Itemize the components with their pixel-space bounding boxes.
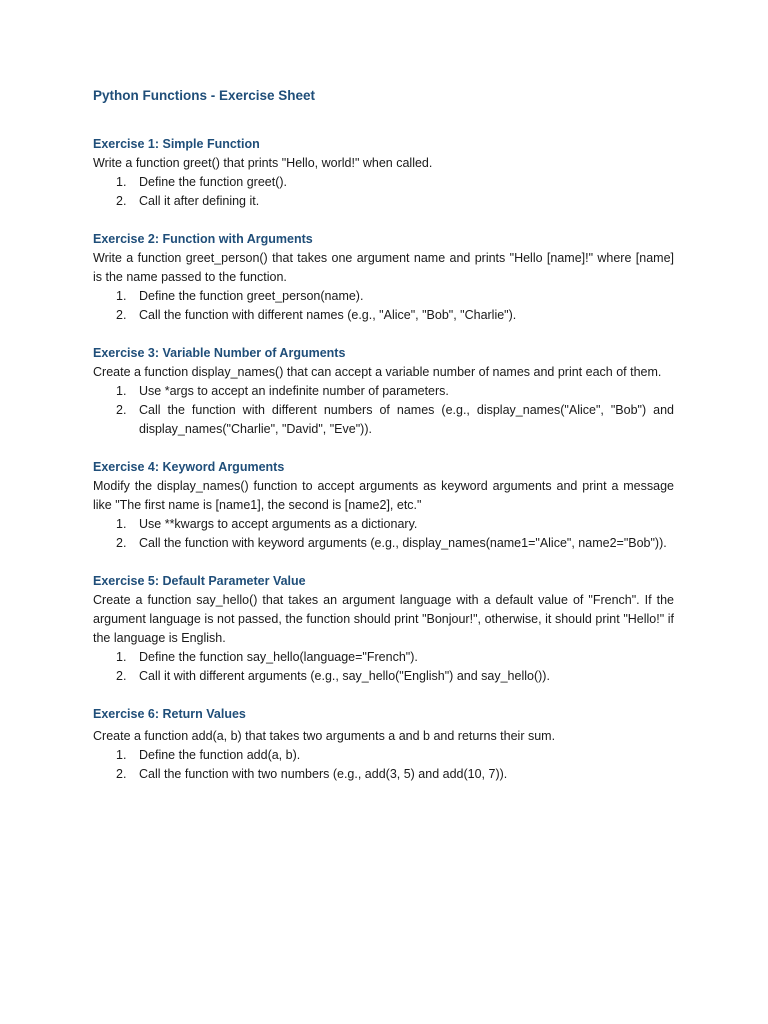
exercise-heading: Exercise 6: Return Values — [93, 707, 246, 721]
list-number: 2. — [116, 403, 127, 417]
exercise-6 — [93, 705, 674, 784]
list-item-text: Use **kwargs to accept arguments as a dictionary. — [139, 517, 418, 531]
list-item — [93, 173, 674, 192]
exercise-description: Modify the display_names() function to accept arguments as keyword arguments and print a message like "The first name is [name1], the second is [name2], etc." — [93, 479, 674, 512]
list-item-text: Define the function add(a, b). — [139, 748, 301, 762]
exercise-1 — [93, 135, 674, 211]
list-item-text: Define the function greet(). — [139, 175, 287, 189]
exercise-heading: Exercise 1: Simple Function — [93, 137, 260, 151]
list-number: 1. — [116, 748, 127, 762]
list-number: 1. — [116, 650, 127, 664]
exercise-heading: Exercise 5: Default Parameter Value — [93, 574, 306, 588]
exercise-steps — [93, 515, 674, 553]
exercise-description: Create a function say_hello() that takes an argument language with a default value of "French". If the argument language is not passed, the function should print "Bonjour!", otherwise, it should print "Hello!" if the language is English. — [93, 593, 674, 645]
list-item — [93, 192, 674, 211]
list-number: 1. — [116, 384, 127, 398]
document-title: Python Functions - Exercise Sheet — [93, 88, 316, 103]
list-item — [93, 746, 674, 765]
list-item-text: Call the function with keyword arguments (e.g., display_names(name1="Alice", name2="Bob")). — [139, 536, 667, 550]
list-item-text: Call it with different arguments (e.g., say_hello("English") and say_hello()). — [139, 669, 550, 683]
exercise-steps — [93, 287, 674, 325]
list-item-text: Define the function say_hello(language="French"). — [139, 650, 418, 664]
exercise-steps — [93, 746, 674, 784]
list-item-text: Define the function greet_person(name). — [139, 289, 364, 303]
list-number: 1. — [116, 517, 127, 531]
exercise-4 — [93, 458, 674, 553]
list-number: 2. — [116, 308, 127, 322]
list-item-text: Use *args to accept an indefinite number of parameters. — [139, 384, 449, 398]
list-item-text: Call the function with two numbers (e.g., add(3, 5) and add(10, 7)). — [139, 767, 508, 781]
exercise-5 — [93, 572, 674, 686]
exercise-description: Create a function display_names() that can accept a variable number of names and print each of them. — [93, 365, 662, 379]
exercise-description: Create a function add(a, b) that takes two arguments a and b and returns their sum. — [93, 729, 556, 743]
exercise-heading: Exercise 3: Variable Number of Arguments — [93, 346, 346, 360]
list-item-text: Call the function with different numbers of names (e.g., display_names("Alice", "Bob") and display_names("Charlie", "David", "Eve")). — [139, 403, 674, 436]
exercise-2 — [93, 230, 674, 325]
exercise-steps — [93, 382, 674, 439]
list-item — [93, 515, 674, 534]
list-item-text: Call it after defining it. — [139, 194, 260, 208]
exercise-heading: Exercise 2: Function with Arguments — [93, 232, 313, 246]
exercise-description: Write a function greet_person() that takes one argument name and prints "Hello [name]!" where [name] is the name passed to the function. — [93, 251, 674, 284]
list-item — [93, 382, 674, 401]
list-item — [93, 287, 674, 306]
list-item — [93, 667, 674, 686]
exercise-description: Write a function greet() that prints "Hello, world!" when called. — [93, 156, 433, 170]
list-number: 1. — [116, 289, 127, 303]
exercise-3 — [93, 344, 674, 439]
list-number: 2. — [116, 194, 127, 208]
exercise-heading: Exercise 4: Keyword Arguments — [93, 460, 285, 474]
list-number: 2. — [116, 669, 127, 683]
exercise-steps — [93, 173, 674, 211]
list-number: 2. — [116, 767, 127, 781]
list-number: 1. — [116, 175, 127, 189]
list-item — [93, 765, 674, 784]
list-item — [93, 534, 674, 553]
list-item — [93, 401, 674, 439]
list-item-text: Call the function with different names (e.g., "Alice", "Bob", "Charlie"). — [139, 308, 517, 322]
list-item — [93, 306, 674, 325]
exercise-steps — [93, 648, 674, 686]
list-item — [93, 648, 674, 667]
list-number: 2. — [116, 536, 127, 550]
